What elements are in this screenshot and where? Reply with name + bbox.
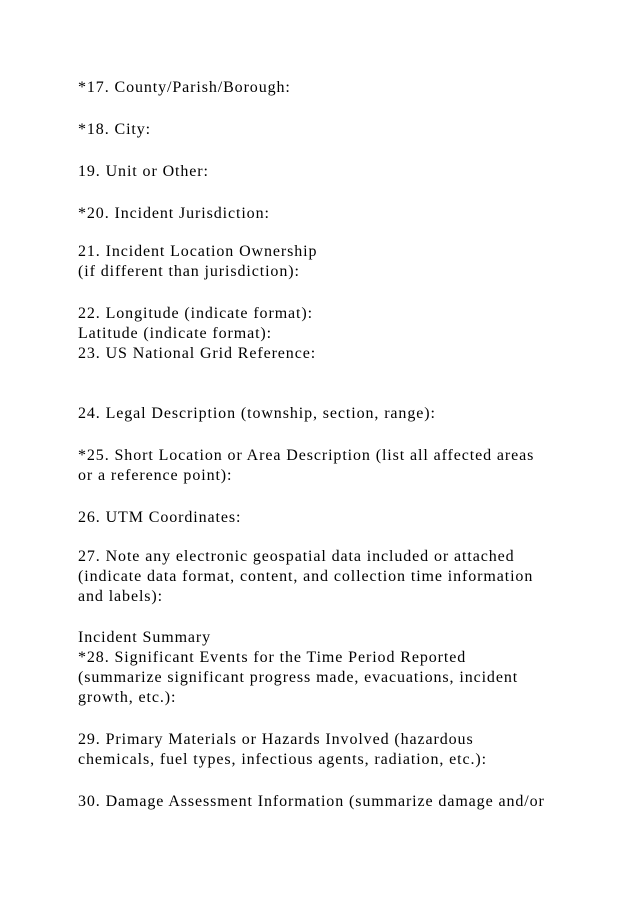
field-21-ownership-note: (if different than jurisdiction): xyxy=(78,263,300,280)
field-22-longitude-label: 22. Longitude (indicate format): xyxy=(78,305,313,322)
field-20-jurisdiction-label: *20. Incident Jurisdiction: xyxy=(78,205,270,222)
field-21-ownership-label: 21. Incident Location Ownership xyxy=(78,243,318,260)
field-22-latitude-label: Latitude (indicate format): xyxy=(78,325,273,342)
field-29-hazards-label-cont: chemicals, fuel types, infectious agents, radiation, etc.): xyxy=(78,751,487,768)
field-25-short-location-label: *25. Short Location or Area Description (list all affected areas xyxy=(78,447,535,464)
field-19-unit-label: 19. Unit or Other: xyxy=(78,163,209,180)
field-28-significant-events-label-cont2: growth, etc.): xyxy=(78,689,177,706)
field-30-damage-assessment-label: 30. Damage Assessment Information (summarize damage and/or xyxy=(78,793,545,810)
field-27-geospatial-label-cont2: and labels): xyxy=(78,588,163,605)
field-27-geospatial-label: 27. Note any electronic geospatial data included or attached xyxy=(78,548,515,565)
field-28-significant-events-label: *28. Significant Events for the Time Period Reported xyxy=(78,649,467,666)
field-26-utm-label: 26. UTM Coordinates: xyxy=(78,509,242,526)
incident-summary-heading: Incident Summary xyxy=(78,629,212,646)
field-27-geospatial-label-cont1: (indicate data format, content, and collection time information xyxy=(78,568,534,585)
field-17-county-label: *17. County/Parish/Borough: xyxy=(78,79,291,96)
field-18-city-label: *18. City: xyxy=(78,121,152,138)
field-24-legal-description-label: 24. Legal Description (township, section, range): xyxy=(78,405,436,422)
field-29-hazards-label: 29. Primary Materials or Hazards Involved (hazardous xyxy=(78,731,474,748)
field-28-significant-events-label-cont1: (summarize significant progress made, evacuations, incident xyxy=(78,669,519,686)
field-25-short-location-label-cont: or a reference point): xyxy=(78,467,233,484)
field-23-usng-label: 23. US National Grid Reference: xyxy=(78,345,317,362)
